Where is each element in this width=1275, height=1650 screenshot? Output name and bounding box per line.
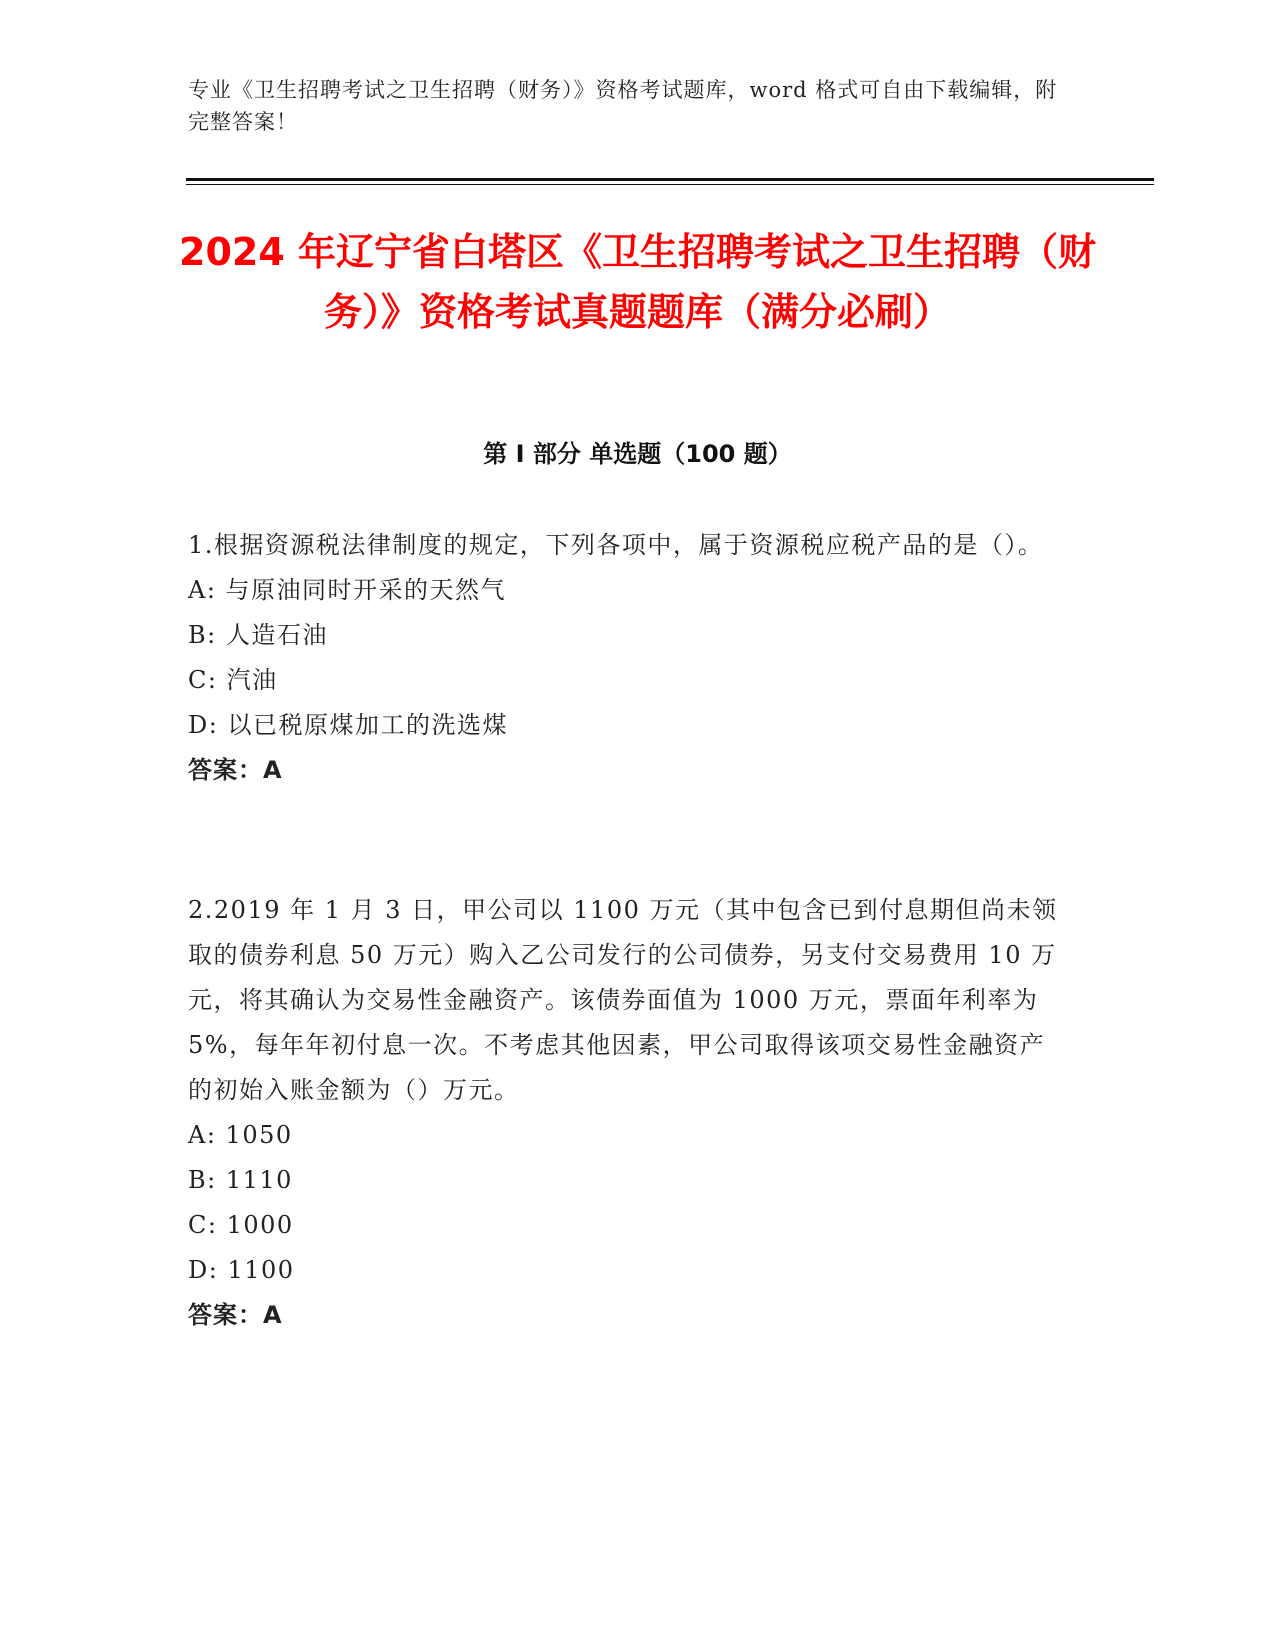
header-note: 专业《卫生招聘考试之卫生招聘（财务）》资格考试题库，word 格式可自由下载编辑，附完整答案！	[188, 78, 1058, 134]
option-b: B: 1110	[188, 1166, 293, 1194]
header-divider	[186, 178, 1154, 181]
option-c: C: 1000	[188, 1211, 294, 1239]
question-stem: 2.2019 年 1 月 3 日，甲公司以 1100 万元（其中包含已到付息期但尚未领取的债券利息 50 万元）购入乙公司发行的公司债券，另支付交易费用 10 万元，将其确认为交易性金融资产。该债券面值为 1000 万元，票面年利率为 5%，每年年初付息一次。不考虑其他因素，甲公司取得该项交易性金融资产的初始入账金额为（）万元。	[188, 896, 1058, 1104]
option-c: C: 汽油	[188, 666, 278, 694]
question-2	[188, 888, 1068, 1338]
option-b: B: 人造石油	[188, 621, 328, 649]
answer-label: 答案：A	[188, 756, 283, 784]
option-a: A: 1050	[188, 1121, 293, 1149]
question-1	[188, 523, 1068, 793]
section-heading: 第 I 部分 单选题（100 题）	[483, 440, 792, 468]
question-stem: 1.根据资源税法律制度的规定，下列各项中，属于资源税应税产品的是（）。	[188, 531, 1044, 559]
document-title: 2024 年辽宁省白塔区《卫生招聘考试之卫生招聘（财务）》资格考试真题题库（满分必刷）	[179, 230, 1096, 334]
option-a: A: 与原油同时开采的天然气	[188, 576, 507, 604]
header-divider-thin	[186, 184, 1154, 185]
option-d: D: 以已税原煤加工的洗选煤	[188, 711, 508, 739]
option-d: D: 1100	[188, 1256, 295, 1284]
answer-label: 答案：A	[188, 1301, 283, 1329]
